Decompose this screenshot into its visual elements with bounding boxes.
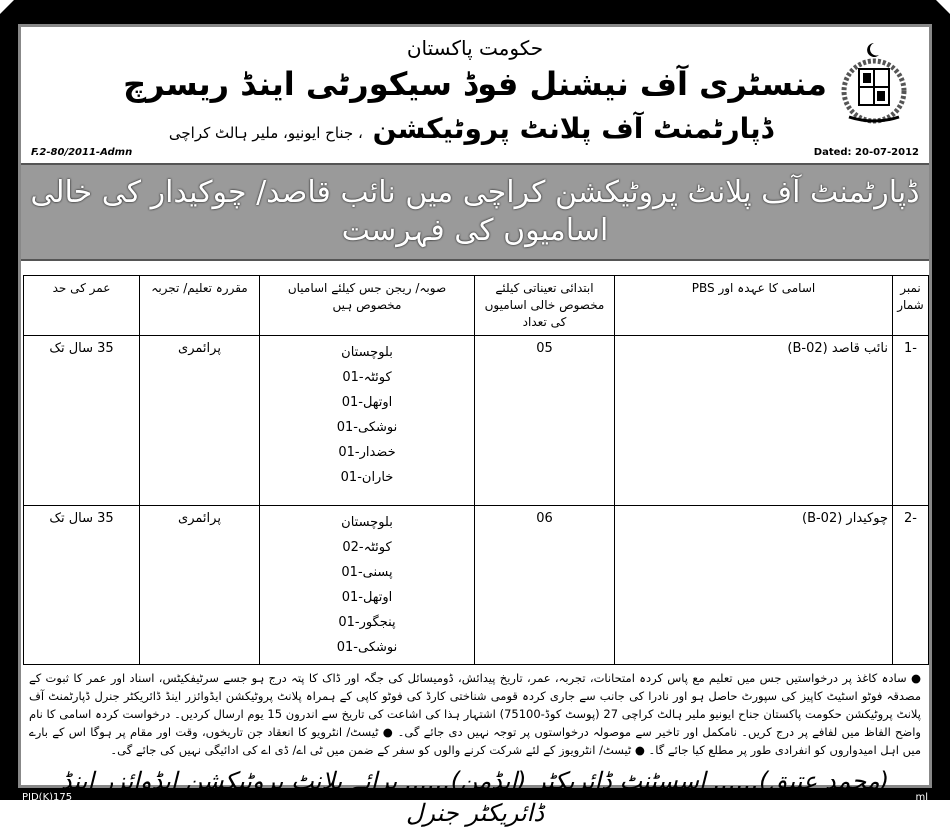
place: خاران-01 (340, 470, 394, 485)
date: Dated: 20-07-2012 (813, 147, 919, 158)
province: بلوچستان (341, 345, 393, 360)
col-post: اسامی کا عہدہ اور PBS (615, 276, 893, 336)
place: نوشکی-01 (336, 420, 398, 435)
government-line: حکومت پاکستان (406, 36, 544, 60)
address: ، جناح ایونیو، ملیر ہالٹ کراچی (168, 124, 363, 142)
place: خضدار-01 (338, 445, 396, 460)
place: کوئٹہ-02 (342, 540, 392, 555)
department-title (151, 111, 791, 151)
department-name: ڈپارٹمنٹ آف پلانٹ پروٹیکشن (372, 112, 774, 145)
count: 06 (475, 506, 615, 665)
table-row (24, 336, 929, 506)
col-region: صوبہ/ ریجن جس کیلئے اسامیاں مخصوص ہیں (260, 276, 475, 336)
col-serial: نمبر شمار (893, 276, 929, 336)
serial: -1 (893, 336, 929, 506)
post: نائب قاصد (B-02) (615, 336, 893, 506)
state-emblem-icon (837, 41, 911, 125)
count: 05 (475, 336, 615, 506)
table-row (24, 506, 929, 665)
region (260, 336, 475, 506)
reference-number: F.2-80/2011-Admn (31, 147, 133, 158)
serial: -2 (893, 506, 929, 665)
post: چوکیدار (B-02) (615, 506, 893, 665)
header (21, 27, 929, 163)
age-limit: 35 سال تک (24, 506, 140, 665)
age-limit: 35 سال تک (24, 336, 140, 506)
place: اوتھل-01 (341, 395, 393, 410)
footer-tag: ml (915, 792, 928, 803)
col-count: ابتدائی تعیناتی کیلئے مخصوص خالی اسامیوں کی تعداد (475, 276, 615, 336)
table-header-row (24, 276, 929, 336)
place: نوشکی-01 (336, 640, 398, 655)
education: پرائمری (140, 506, 260, 665)
instructions: ● سادہ کاغذ پر درخواستیں جس میں تعلیم مع پاس کردہ امتحانات، تجربہ، عمر، تاریخ پیدائش، ڈومیسائل کی جگہ اور ڈاک کا پتہ درج ہو جسے سرٹیفکیٹس، اسناد اور عمر کا ثبوت کے مصدقہ فوٹو اسٹیٹ کاپیز کی سپورٹ حاصل ہو اور نادرا کی جانب سے جاری کردہ قومی شناختی کارڈ کی فوٹو کاپی کے ہمراہ پلانٹ پروٹیکشن ایڈوائزر اینڈ ڈائریکٹر جنرل ڈپارٹمنٹ آف پلانٹ پروٹیکشن حکومت پاکستان جناح ایونیو ملیر ہالٹ کراچی 27 (پوسٹ کوڈ-75100) اشتہار ہذا کی اشاعت کی تاریخ سے اندرون 15 یوم ارسال کردیں۔ درخواست کردہ اسامی کا نام واضح الفاظ میں لفافے پر درج کریں۔ نامکمل اور تاخیر سے موصولہ درخواستوں پر توجہ نہیں دی جائے گی۔ ● ٹیسٹ/ انٹرویو کا انعقاد جن تاریخوں، وقت اور مقام پر ہوگا اس کے بارے میں اہل امیدواروں کو انفرادی طور پر مطلع کیا جائے گا۔ ● ٹیسٹ/ انٹرویوز کے لئے شرکت کرنے والوں کو سفر کے ضمن میں ٹی اے/ ڈی اے کی ادائیگی نہیں کی جائے گی۔ (29, 671, 921, 757)
pid-code: PID(K)175 (22, 792, 73, 803)
ministry-title: منسٹری آف نیشنل فوڈ سیکورٹی اینڈ ریسرچ (123, 65, 827, 103)
banner-title: ڈپارٹمنٹ آف پلانٹ پروٹیکشن کراچی میں نائب قاصد/ چوکیدار کی خالی اسامیوں کی فہرست (21, 163, 929, 261)
place: پسنی-01 (341, 565, 393, 580)
place: پنجگور-01 (338, 615, 396, 630)
vacancies-table (23, 275, 929, 665)
region (260, 506, 475, 665)
education: پرائمری (140, 336, 260, 506)
province: بلوچستان (341, 515, 393, 530)
col-education: مقررہ تعلیم/ تجربہ (140, 276, 260, 336)
place: اوتھل-01 (341, 590, 393, 605)
col-age: عمر کی حد (24, 276, 140, 336)
place: کوئٹہ-01 (342, 370, 392, 385)
signature: (محمد عتیق)...... اسسٹنٹ ڈائریکٹر (ایڈمن)...... برائے پلانٹ پروٹیکشن ایڈوائزر اینڈ ڈائریکٹر جنرل (60, 767, 890, 827)
